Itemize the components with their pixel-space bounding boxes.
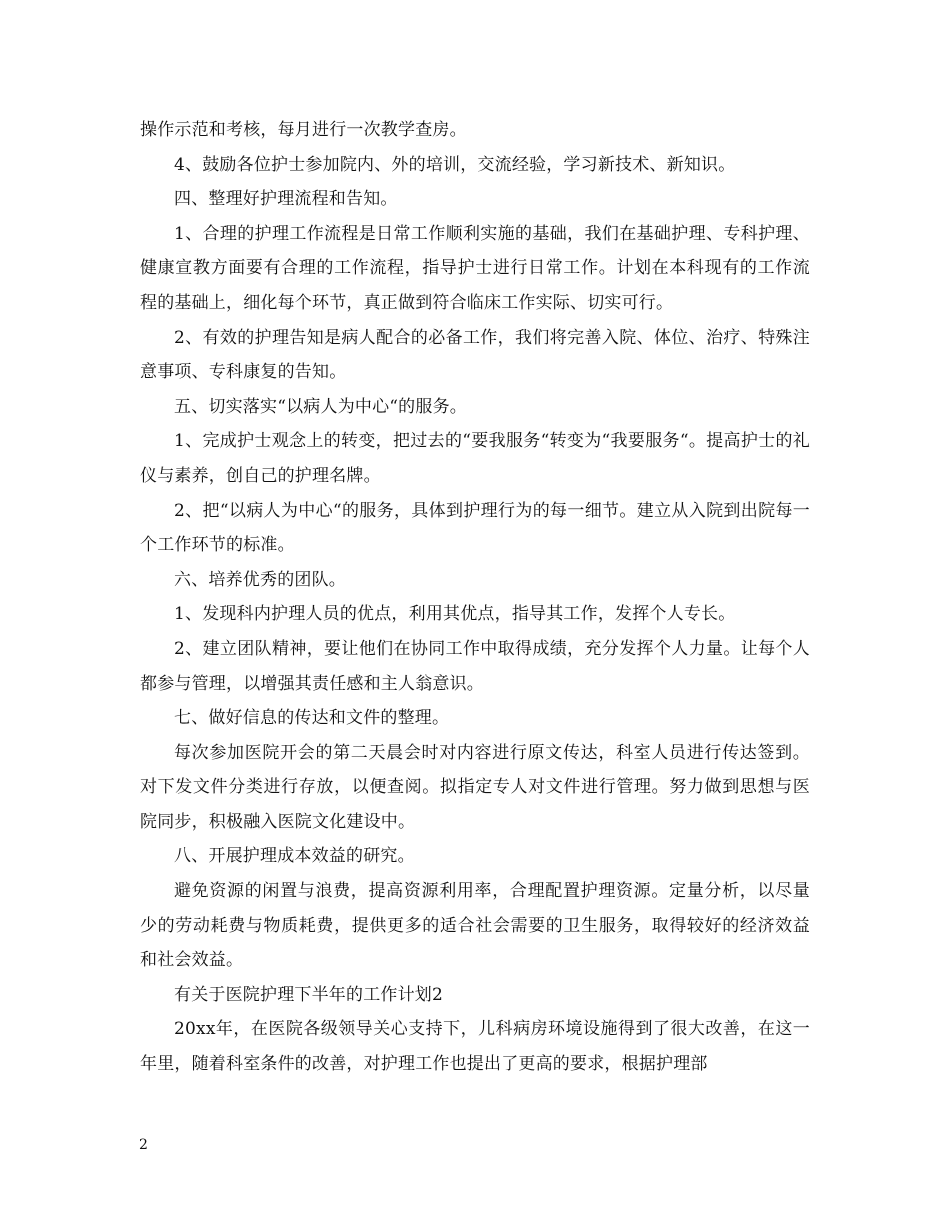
paragraph: 20xx年，在医院各级领导关心支持下，儿科病房环境设施得到了很大改善，在这一年里，随着科室条件的改善，对护理工作也提出了更高的要求，根据护理部: [140, 1019, 810, 1075]
paragraph: 1、合理的护理工作流程是日常工作顺利实施的基础，我们在基础护理、专科护理、健康宣教方面要有合理的工作流程，指导护士进行日常工作。计划在本科现有的工作流程的基础上，细化每个环节，真正做到符合临床工作实际、切实可行。: [140, 223, 810, 313]
paragraph: 2、把“以病人为中心“的服务，具体到护理行为的每一细节。建立从入院到出院每一个工作环节的标准。: [140, 500, 810, 556]
paragraph: 2、有效的护理告知是病人配合的必备工作，我们将完善入院、体位、治疗、特殊注意事项、专科康复的告知。: [140, 327, 810, 383]
section-heading: 四、整理好护理流程和告知。: [174, 189, 398, 210]
paragraph: 每次参加医院开会的第二天晨会时对内容进行原文传达，科室人员进行传达签到。对下发文件分类进行存放，以便查阅。拟指定专人对文件进行管理。努力做到思想与医院同步，积极融入医院文化建设中。: [140, 742, 810, 832]
document-body: [140, 113, 810, 1082]
document-subtitle: 有关于医院护理下半年的工作计划2: [174, 984, 444, 1005]
paragraph: 1、完成护士观念上的转变，把过去的“要我服务“转变为“我要服务“。提高护士的礼仪与素养，创自己的护理名牌。: [140, 431, 810, 486]
paragraph: 避免资源的闲置与浪费，提高资源利用率，合理配置护理资源。定量分析，以尽量少的劳动耗费与物质耗费，提供更多的适合社会需要的卫生服务，取得较好的经济效益和社会效益。: [140, 881, 810, 971]
paragraph: 操作示范和考核，每月进行一次教学查房。: [140, 120, 467, 140]
section-heading: 七、做好信息的传达和文件的整理。: [174, 708, 450, 729]
page-number: 2: [139, 1137, 148, 1153]
section-heading: 六、培养优秀的团队。: [174, 569, 346, 590]
paragraph: 2、建立团队精神，要让他们在协同工作中取得成绩，充分发挥个人力量。让每个人都参与管理，以增强其责任感和主人翁意识。: [140, 638, 810, 694]
paragraph: 4、鼓励各位护士参加院内、外的培训，交流经验，学习新技术、新知识。: [174, 154, 736, 175]
section-heading: 五、切实落实“以病人为中心“的服务。: [174, 396, 467, 417]
paragraph: 1、发现科内护理人员的优点，利用其优点，指导其工作，发挥个人专长。: [174, 604, 736, 625]
section-heading: 八、开展护理成本效益的研究。: [174, 846, 415, 867]
